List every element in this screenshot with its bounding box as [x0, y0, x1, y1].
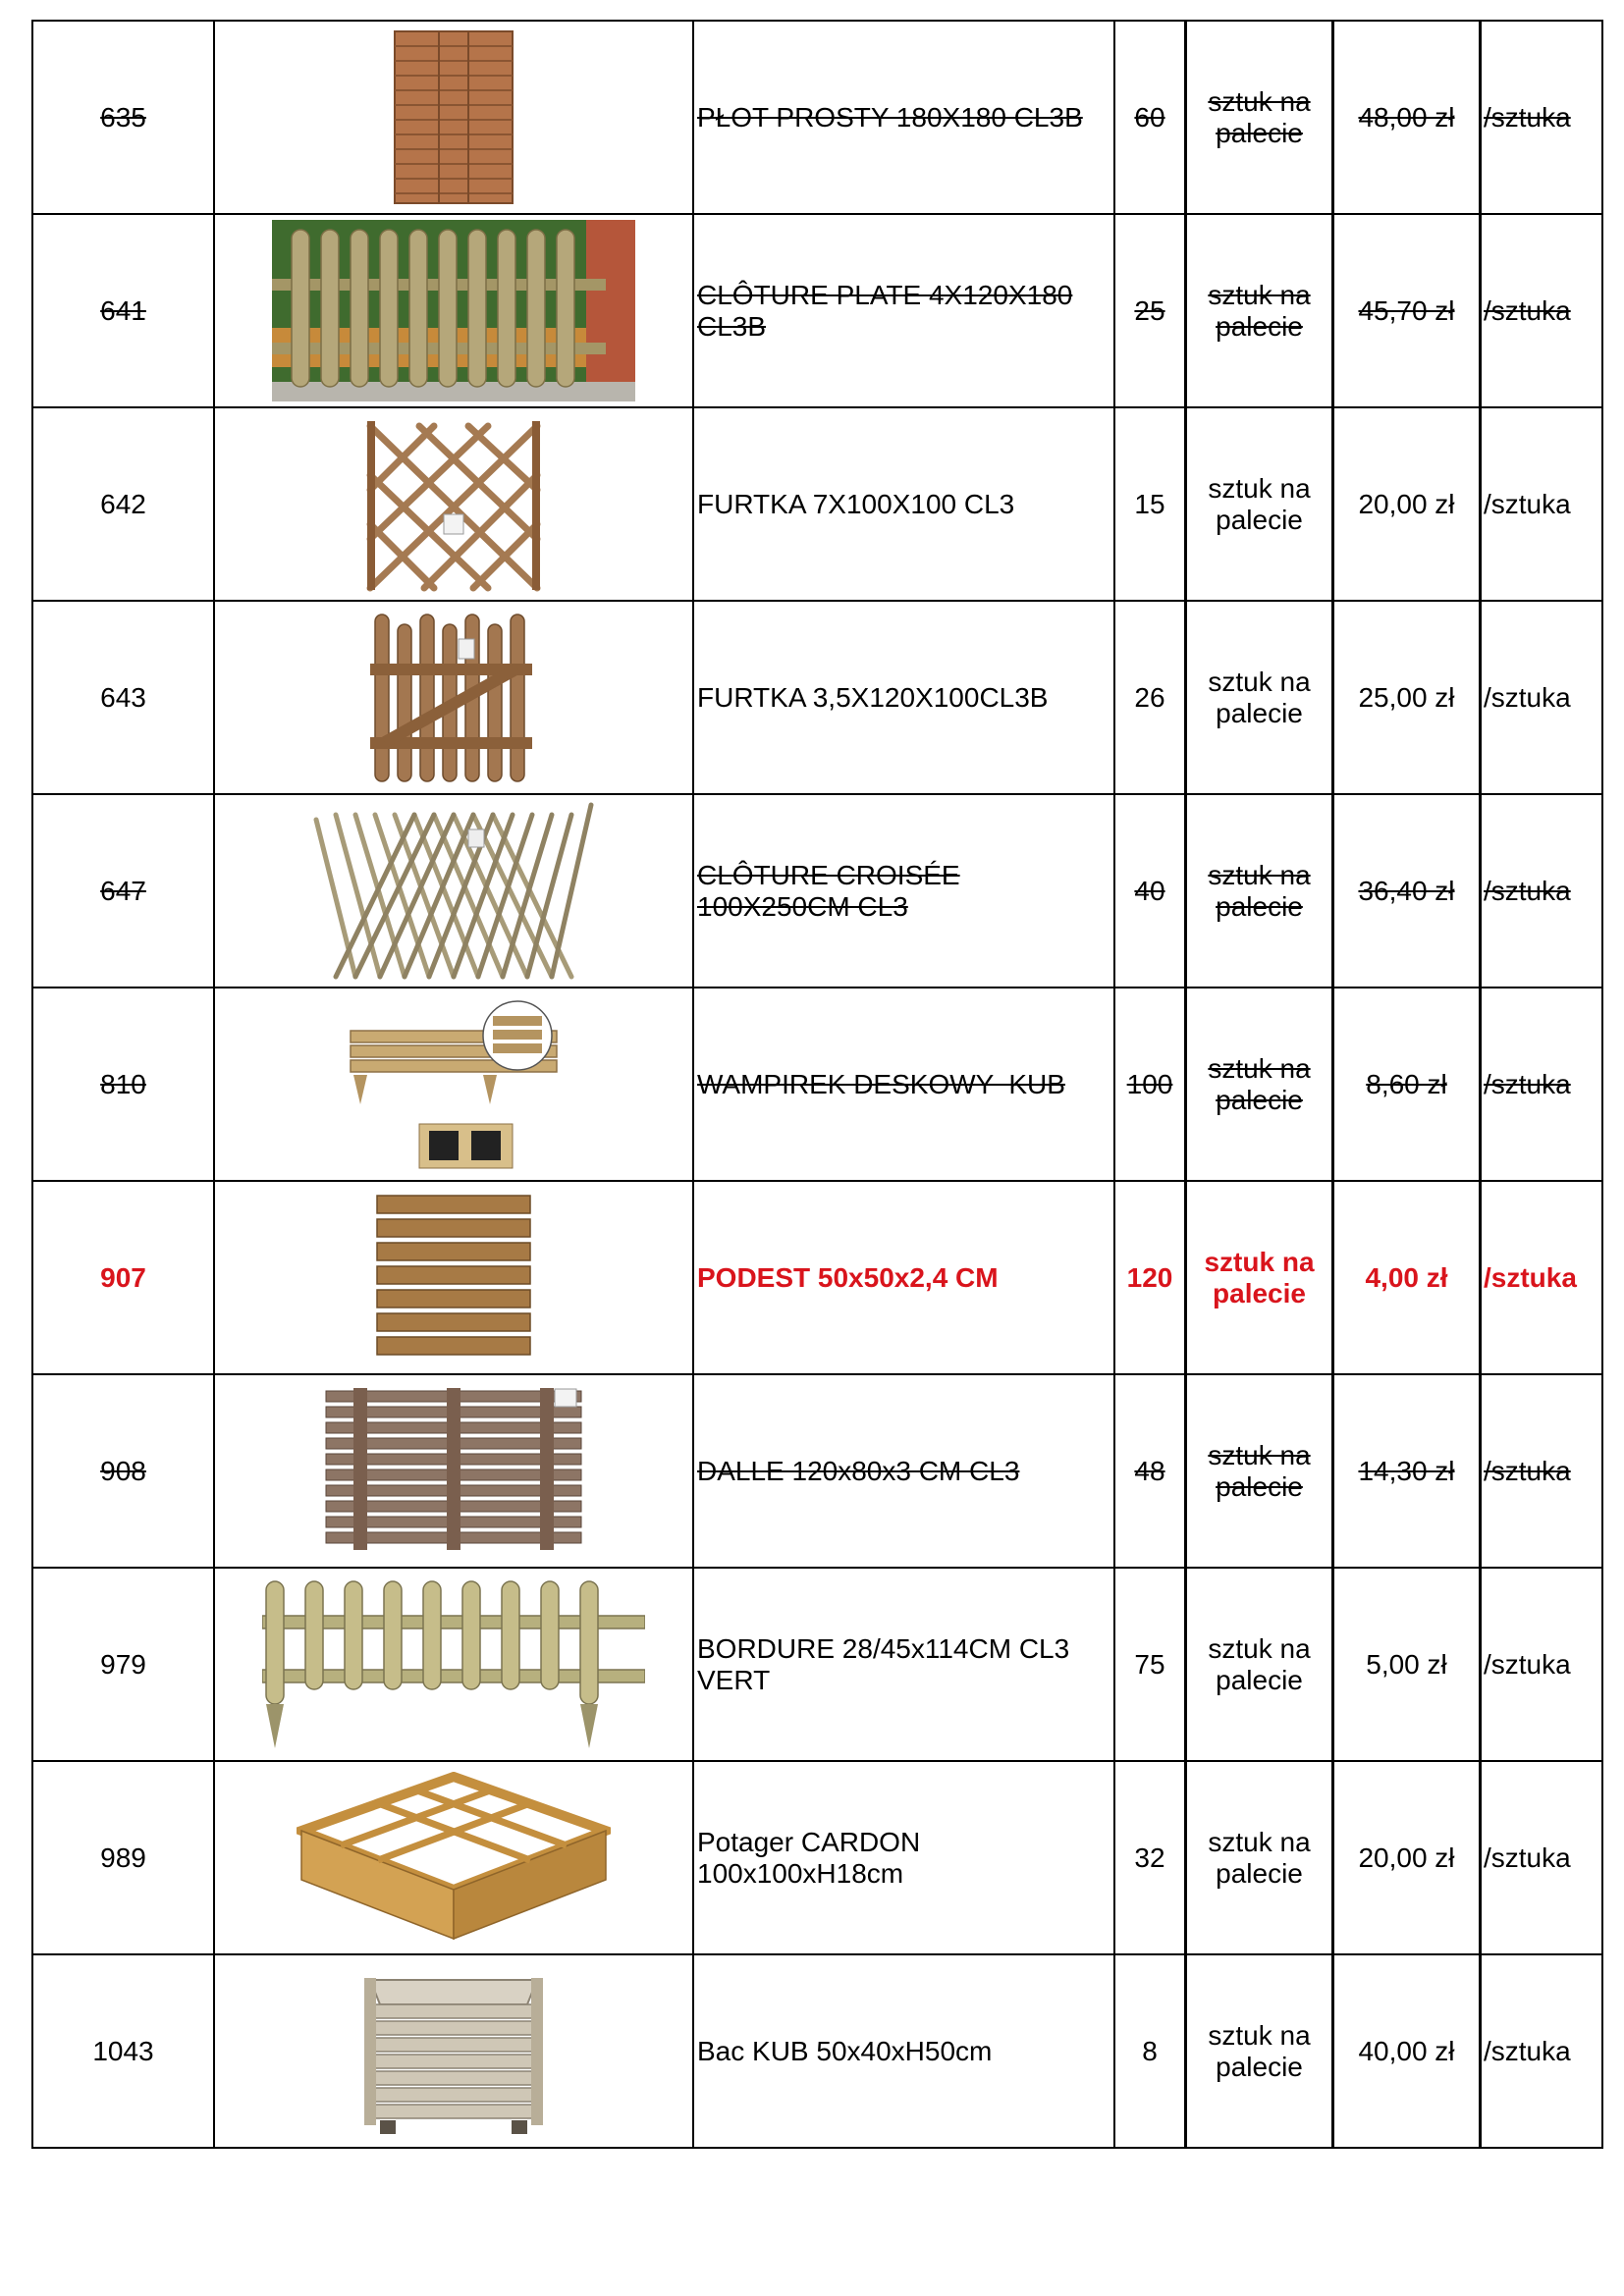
product-price-unit: /sztuka — [1484, 875, 1571, 906]
product-price: 20,00 zł — [1358, 488, 1455, 519]
product-price: 20,00 zł — [1358, 1842, 1455, 1873]
border-edging-image — [262, 1576, 645, 1753]
product-price-unit: /sztuka — [1484, 1842, 1571, 1873]
product-unit: sztuk na palecie — [1208, 1439, 1311, 1502]
table-row — [32, 1954, 1602, 2148]
table-row — [32, 988, 1602, 1181]
product-name: DALLE 120x80x3 CM CL3 — [697, 1455, 1020, 1486]
table-row — [32, 1181, 1602, 1374]
product-price: 36,40 zł — [1358, 875, 1455, 906]
product-price: 40,00 zł — [1358, 2035, 1455, 2066]
product-price: 14,30 zł — [1358, 1455, 1455, 1486]
slat-panel-image — [324, 1383, 584, 1560]
product-price-unit: /sztuka — [1484, 1648, 1571, 1680]
product-id: 907 — [100, 1261, 146, 1293]
product-price-unit: /sztuka — [1484, 681, 1571, 713]
product-name: Bac KUB 50x40xH50cm — [697, 2035, 993, 2066]
product-price: 25,00 zł — [1358, 681, 1455, 713]
product-unit: sztuk na palecie — [1208, 1826, 1311, 1889]
product-name: PODEST 50x50x2,4 CM — [697, 1261, 999, 1293]
product-unit: sztuk na palecie — [1208, 279, 1311, 342]
product-id: 1043 — [92, 2035, 154, 2066]
product-qty: 60 — [1134, 101, 1165, 133]
product-price: 48,00 zł — [1358, 101, 1455, 133]
product-id: 810 — [100, 1068, 146, 1099]
product-unit: sztuk na palecie — [1208, 859, 1311, 922]
product-unit: sztuk na palecie — [1208, 85, 1311, 148]
cross-fence-image — [311, 800, 596, 982]
product-unit: sztuk na palecie — [1208, 2019, 1311, 2082]
fence-panel-horizontal-image — [390, 27, 517, 208]
product-id: 641 — [100, 294, 146, 326]
table-row — [32, 601, 1602, 794]
product-name: Potager CARDON 100x100xH18cm — [697, 1826, 921, 1889]
product-qty: 15 — [1134, 488, 1165, 519]
table-row — [32, 1374, 1602, 1568]
product-id: 635 — [100, 101, 146, 133]
product-price-unit: /sztuka — [1484, 294, 1571, 326]
deck-tile-image — [375, 1192, 532, 1363]
product-price-unit: /sztuka — [1484, 2035, 1571, 2066]
table-row — [32, 1568, 1602, 1761]
product-price-unit: /sztuka — [1484, 1261, 1577, 1293]
table-row — [32, 21, 1602, 214]
product-id: 908 — [100, 1455, 146, 1486]
product-name: BORDURE 28/45x114CM CL3 VERT — [697, 1632, 1070, 1695]
product-price-unit: /sztuka — [1484, 1068, 1571, 1099]
product-unit: sztuk na palecie — [1204, 1246, 1315, 1308]
product-name: FURTKA 7X100X100 CL3 — [697, 488, 1015, 519]
product-name: WAMPIREK DESKOWY KUB — [697, 1068, 1065, 1099]
product-name: FURTKA 3,5X120X100CL3B — [697, 681, 1049, 713]
product-qty: 48 — [1134, 1455, 1165, 1486]
product-qty: 100 — [1126, 1068, 1173, 1099]
product-price: 8,60 zł — [1366, 1068, 1447, 1099]
table-row — [32, 1761, 1602, 1954]
product-price: 4,00 zł — [1365, 1261, 1448, 1293]
product-unit: sztuk na palecie — [1208, 666, 1311, 728]
product-id: 979 — [100, 1648, 146, 1680]
product-qty: 25 — [1134, 294, 1165, 326]
product-qty: 40 — [1134, 875, 1165, 906]
product-unit: sztuk na palecie — [1208, 1052, 1311, 1115]
table-row — [32, 214, 1602, 407]
raised-bed-image — [297, 1772, 611, 1944]
lattice-gate-image — [365, 416, 542, 593]
product-qty: 120 — [1126, 1261, 1173, 1293]
product-unit: sztuk na palecie — [1208, 472, 1311, 535]
product-name: CLÔTURE PLATE 4X120X180 CL3B — [697, 279, 1073, 342]
product-price-unit: /sztuka — [1484, 488, 1571, 519]
planter-box-image — [351, 1960, 557, 2142]
product-id: 643 — [100, 681, 146, 713]
product-id: 989 — [100, 1842, 146, 1873]
product-qty: 32 — [1134, 1842, 1165, 1873]
product-qty: 8 — [1142, 2035, 1158, 2066]
picket-gate-image — [370, 610, 537, 786]
table-row — [32, 794, 1602, 988]
product-unit: sztuk na palecie — [1208, 1632, 1311, 1695]
product-id: 647 — [100, 875, 146, 906]
price-table — [31, 20, 1603, 2149]
product-price-unit: /sztuka — [1484, 101, 1571, 133]
plank-border-image — [346, 996, 562, 1173]
product-id: 642 — [100, 488, 146, 519]
product-price: 5,00 zł — [1366, 1648, 1447, 1680]
product-price: 45,70 zł — [1358, 294, 1455, 326]
product-qty: 75 — [1134, 1648, 1165, 1680]
picket-fence-image — [272, 220, 635, 401]
product-name: CLÔTURE CROISÉE 100X250CM CL3 — [697, 859, 960, 922]
table-row — [32, 407, 1602, 601]
product-price-unit: /sztuka — [1484, 1455, 1571, 1486]
product-name: PŁOT PROSTY 180X180 CL3B — [697, 101, 1083, 133]
product-qty: 26 — [1134, 681, 1165, 713]
